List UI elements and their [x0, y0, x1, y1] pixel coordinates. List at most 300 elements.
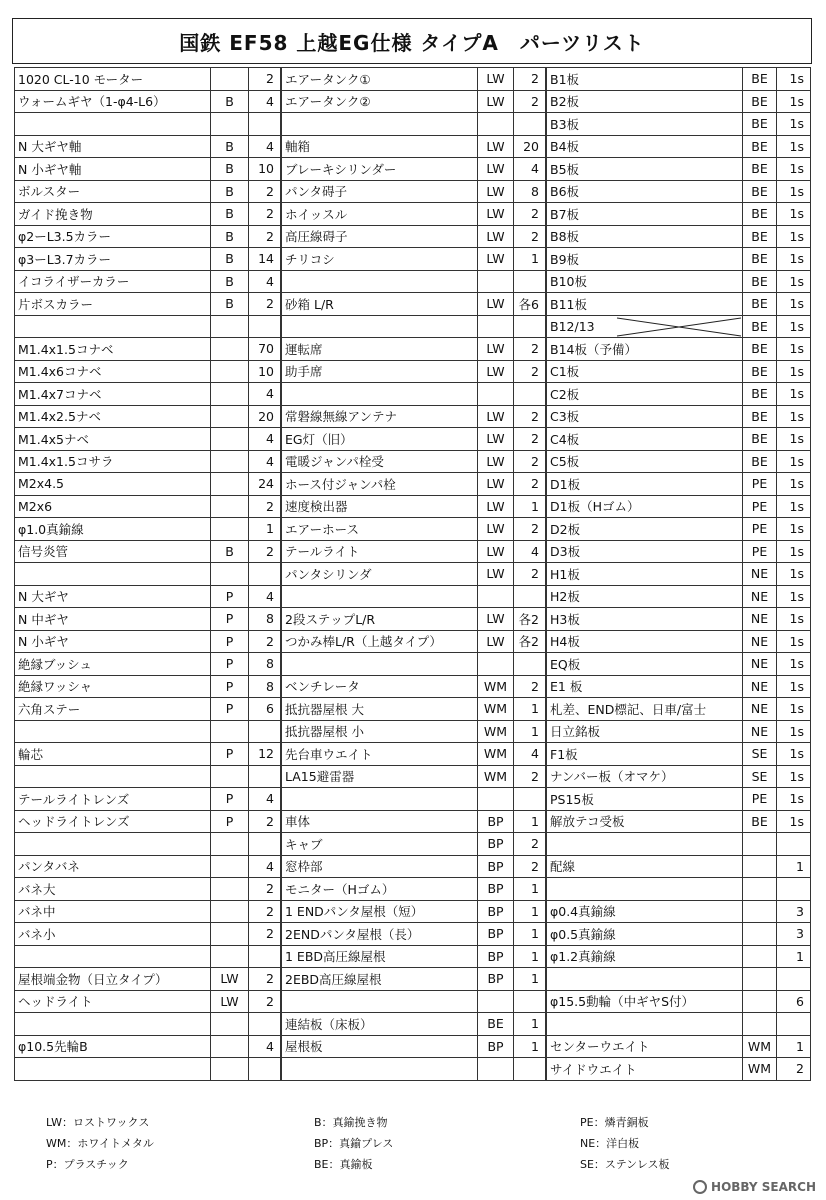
table-row	[282, 720, 546, 743]
table-row	[547, 113, 811, 136]
quantity-cell: 2	[514, 428, 546, 451]
quantity-cell	[514, 1058, 546, 1081]
material-cell: B	[211, 225, 249, 248]
material-cell: NE	[743, 698, 777, 721]
part-name-cell: N 小ギヤ軸	[15, 158, 211, 181]
table-row	[547, 923, 811, 946]
table-row	[15, 720, 281, 743]
part-name-cell: 助手席	[282, 360, 478, 383]
table-row	[282, 698, 546, 721]
material-cell	[211, 428, 249, 451]
quantity-cell: 2	[249, 68, 281, 91]
table-row	[15, 248, 281, 271]
part-name-cell: エアータンク①	[282, 68, 478, 91]
material-cell	[478, 788, 514, 811]
quantity-cell: 2	[249, 878, 281, 901]
watermark-text: HOBBY SEARCH	[711, 1180, 816, 1194]
part-name-cell	[15, 720, 211, 743]
part-name-cell: 配線	[547, 855, 743, 878]
part-name-cell: キャブ	[282, 833, 478, 856]
part-name-cell: M1.4x7コナベ	[15, 383, 211, 406]
table-row	[282, 990, 546, 1013]
table-row	[15, 135, 281, 158]
material-cell	[743, 878, 777, 901]
quantity-cell: 2	[249, 225, 281, 248]
material-cell	[743, 968, 777, 991]
part-name-cell: パンタ碍子	[282, 180, 478, 203]
quantity-cell: 2	[777, 1058, 811, 1081]
material-cell: NE	[743, 585, 777, 608]
part-name-cell	[282, 113, 478, 136]
part-name-cell: 窓枠部	[282, 855, 478, 878]
material-cell: LW	[478, 608, 514, 631]
material-cell: B	[211, 158, 249, 181]
quantity-cell: 2	[514, 563, 546, 586]
legend-item: WM：ホワイトメタル	[46, 1137, 154, 1150]
part-name-cell: 軸箱	[282, 135, 478, 158]
quantity-cell: 2	[514, 855, 546, 878]
part-name-cell: 抵抗器屋根 小	[282, 720, 478, 743]
quantity-cell	[514, 383, 546, 406]
material-cell: WM	[478, 720, 514, 743]
table-row	[282, 765, 546, 788]
table-row	[15, 923, 281, 946]
material-cell	[478, 315, 514, 338]
material-cell: BE	[478, 1013, 514, 1036]
material-cell: LW	[478, 518, 514, 541]
table-row	[282, 248, 546, 271]
table-row	[282, 135, 546, 158]
material-cell: BE	[743, 203, 777, 226]
material-cell	[478, 585, 514, 608]
table-row	[15, 203, 281, 226]
part-name-cell: テールライトレンズ	[15, 788, 211, 811]
material-cell: LW	[478, 338, 514, 361]
quantity-cell: 8	[249, 608, 281, 631]
material-cell: LW	[478, 630, 514, 653]
table-row	[15, 405, 281, 428]
part-name-cell: F1板	[547, 743, 743, 766]
material-cell: WM	[478, 743, 514, 766]
quantity-cell: 1	[514, 923, 546, 946]
quantity-cell: 1s	[777, 698, 811, 721]
part-name-cell: 常磐線無線アンテナ	[282, 405, 478, 428]
parts-tables	[14, 67, 811, 1081]
table-row	[15, 428, 281, 451]
part-name-cell: B4板	[547, 135, 743, 158]
quantity-cell: 2	[249, 990, 281, 1013]
table-row	[282, 675, 546, 698]
part-name-cell	[282, 585, 478, 608]
table-row	[547, 743, 811, 766]
page-title: 国鉄 EF58 上越EG仕様 タイプA パーツリスト	[12, 18, 812, 64]
quantity-cell: 10	[249, 360, 281, 383]
quantity-cell: 2	[249, 810, 281, 833]
part-name-cell: EQ板	[547, 653, 743, 676]
table-row	[282, 180, 546, 203]
material-cell	[211, 68, 249, 91]
part-name-cell: 電暖ジャンパ栓受	[282, 450, 478, 473]
material-cell	[478, 113, 514, 136]
part-name-cell: 2EBD高圧線屋根	[282, 968, 478, 991]
part-name-cell	[282, 383, 478, 406]
table-row	[282, 788, 546, 811]
table-row	[282, 653, 546, 676]
part-name-cell: φ0.5真鍮線	[547, 923, 743, 946]
table-row	[547, 495, 811, 518]
quantity-cell: 1	[514, 1013, 546, 1036]
quantity-cell: 2	[249, 540, 281, 563]
part-name-cell	[282, 788, 478, 811]
material-cell: LW	[478, 540, 514, 563]
material-cell: B	[211, 270, 249, 293]
part-name-cell: テールライト	[282, 540, 478, 563]
material-cell	[211, 720, 249, 743]
part-name-cell: B3板	[547, 113, 743, 136]
part-name-cell: H2板	[547, 585, 743, 608]
quantity-cell: 4	[249, 135, 281, 158]
part-name-cell: 1020 CL-10 モーター	[15, 68, 211, 91]
table-row	[547, 788, 811, 811]
quantity-cell	[777, 833, 811, 856]
legend-item: NE：洋白板	[580, 1137, 640, 1150]
legend-item: B：真鍮挽き物	[314, 1116, 388, 1129]
table-row	[15, 338, 281, 361]
table-row	[15, 810, 281, 833]
table-row	[547, 248, 811, 271]
table-row	[547, 68, 811, 91]
legend-item: P：プラスチック	[46, 1158, 129, 1171]
quantity-cell: 1s	[777, 405, 811, 428]
quantity-cell: 1	[514, 720, 546, 743]
part-name-cell: N 小ギヤ	[15, 630, 211, 653]
part-name-cell	[282, 990, 478, 1013]
part-name-cell: ヘッドライトレンズ	[15, 810, 211, 833]
material-cell: P	[211, 653, 249, 676]
part-name-cell: パンタシリンダ	[282, 563, 478, 586]
quantity-cell: 1s	[777, 518, 811, 541]
quantity-cell: 2	[514, 450, 546, 473]
quantity-cell	[514, 113, 546, 136]
legend-item: BP：真鍮プレス	[314, 1137, 394, 1150]
table-row	[15, 1013, 281, 1036]
material-cell: BE	[743, 113, 777, 136]
part-name-cell	[15, 833, 211, 856]
part-name-cell: D1板（Hゴム）	[547, 495, 743, 518]
part-name-cell: φ1.0真鍮線	[15, 518, 211, 541]
part-name-cell	[282, 270, 478, 293]
part-name-cell	[15, 1058, 211, 1081]
material-cell: PE	[743, 788, 777, 811]
material-cell	[743, 900, 777, 923]
table-row	[15, 675, 281, 698]
material-cell: BE	[743, 810, 777, 833]
material-cell: P	[211, 630, 249, 653]
quantity-cell: 1s	[777, 450, 811, 473]
table-row	[15, 158, 281, 181]
table-row	[282, 608, 546, 631]
part-name-cell: M1.4x6コナベ	[15, 360, 211, 383]
material-cell: BE	[743, 68, 777, 91]
part-name-cell: チリコシ	[282, 248, 478, 271]
material-cell: BP	[478, 878, 514, 901]
part-name-cell: B8板	[547, 225, 743, 248]
material-cell	[211, 450, 249, 473]
part-name-cell: つかみ棒L/R（上越タイプ）	[282, 630, 478, 653]
part-name-cell: 1 ENDパンタ屋根（短）	[282, 900, 478, 923]
material-cell: NE	[743, 608, 777, 631]
part-name-cell: D2板	[547, 518, 743, 541]
material-cell: LW	[478, 158, 514, 181]
table-row	[15, 833, 281, 856]
table-row	[282, 450, 546, 473]
quantity-cell: 1s	[777, 563, 811, 586]
table-row	[282, 585, 546, 608]
table-row	[547, 158, 811, 181]
table-row	[547, 630, 811, 653]
part-name-cell: H1板	[547, 563, 743, 586]
material-cell: LW	[478, 203, 514, 226]
material-cell	[211, 1035, 249, 1058]
part-name-cell: 札差、END標記、日車/富士	[547, 698, 743, 721]
material-cell	[211, 878, 249, 901]
material-cell: BE	[743, 158, 777, 181]
legend-column-3	[580, 1112, 670, 1175]
part-name-cell: B2板	[547, 90, 743, 113]
material-cell: LW	[478, 90, 514, 113]
material-cell	[743, 923, 777, 946]
material-cell: BE	[743, 225, 777, 248]
quantity-cell: 1s	[777, 293, 811, 316]
part-name-cell: φ1.2真鍮線	[547, 945, 743, 968]
material-cell	[211, 383, 249, 406]
table-row	[15, 608, 281, 631]
part-name-cell: B7板	[547, 203, 743, 226]
quantity-cell: 2	[249, 203, 281, 226]
table-row	[547, 810, 811, 833]
part-name-cell: 1 EBD高圧線屋根	[282, 945, 478, 968]
table-row	[15, 113, 281, 136]
table-row	[15, 1058, 281, 1081]
quantity-cell: 4	[514, 158, 546, 181]
table-row	[15, 68, 281, 91]
part-name-cell: M1.4x1.5コサラ	[15, 450, 211, 473]
material-cell	[211, 855, 249, 878]
table-row	[282, 923, 546, 946]
part-name-cell: ガイド挽き物	[15, 203, 211, 226]
material-cell: BE	[743, 428, 777, 451]
legend-column-1	[46, 1112, 154, 1175]
material-cell: BP	[478, 855, 514, 878]
quantity-cell: 各2	[514, 630, 546, 653]
table-row	[282, 810, 546, 833]
quantity-cell: 1s	[777, 90, 811, 113]
table-row	[15, 855, 281, 878]
part-name-cell	[547, 968, 743, 991]
quantity-cell: 1s	[777, 315, 811, 338]
quantity-cell	[249, 945, 281, 968]
material-cell: NE	[743, 720, 777, 743]
quantity-cell: 1	[514, 945, 546, 968]
quantity-cell: 2	[249, 968, 281, 991]
part-name-cell	[282, 315, 478, 338]
quantity-cell	[514, 990, 546, 1013]
parts-table-3	[546, 67, 811, 1081]
quantity-cell: 4	[249, 855, 281, 878]
part-name-cell: ボルスター	[15, 180, 211, 203]
part-name-cell: バネ中	[15, 900, 211, 923]
quantity-cell: 1s	[777, 225, 811, 248]
quantity-cell: 10	[249, 158, 281, 181]
quantity-cell: 1	[514, 698, 546, 721]
table-row	[547, 293, 811, 316]
table-row	[282, 833, 546, 856]
hobby-search-logo-icon	[693, 1180, 707, 1194]
material-cell: BP	[478, 810, 514, 833]
part-name-cell	[15, 315, 211, 338]
table-row	[282, 68, 546, 91]
part-name-cell: サイドウエイト	[547, 1058, 743, 1081]
quantity-cell: 1s	[777, 180, 811, 203]
table-row	[282, 1013, 546, 1036]
part-name-cell: バネ小	[15, 923, 211, 946]
quantity-cell: 1s	[777, 473, 811, 496]
part-name-cell: 2段ステップL/R	[282, 608, 478, 631]
material-cell: NE	[743, 563, 777, 586]
material-cell: BP	[478, 968, 514, 991]
material-cell: BE	[743, 450, 777, 473]
part-name-cell: M2x4.5	[15, 473, 211, 496]
part-name-cell: 屋根板	[282, 1035, 478, 1058]
material-cell	[211, 338, 249, 361]
part-name-cell: 信号炎管	[15, 540, 211, 563]
quantity-cell: 各2	[514, 608, 546, 631]
table-row	[15, 518, 281, 541]
part-name-cell: φ10.5先輪B	[15, 1035, 211, 1058]
table-row	[282, 743, 546, 766]
table-row	[547, 1035, 811, 1058]
part-name-cell: B6板	[547, 180, 743, 203]
table-row	[15, 765, 281, 788]
material-cell: BE	[743, 293, 777, 316]
table-row	[15, 563, 281, 586]
part-name-cell: ベンチレータ	[282, 675, 478, 698]
material-cell: BP	[478, 945, 514, 968]
quantity-cell: 4	[249, 788, 281, 811]
quantity-cell: 8	[249, 675, 281, 698]
material-cell	[211, 315, 249, 338]
quantity-cell: 2	[514, 833, 546, 856]
quantity-cell: 1s	[777, 630, 811, 653]
table-row	[547, 540, 811, 563]
part-name-cell: 日立銘板	[547, 720, 743, 743]
table-row	[282, 405, 546, 428]
part-name-cell: C5板	[547, 450, 743, 473]
quantity-cell: 1s	[777, 270, 811, 293]
quantity-cell: 4	[249, 90, 281, 113]
material-cell: BE	[743, 405, 777, 428]
part-name-cell: C1板	[547, 360, 743, 383]
material-cell: LW	[478, 135, 514, 158]
table-row	[547, 473, 811, 496]
material-cell: WM	[478, 698, 514, 721]
material-cell: NE	[743, 653, 777, 676]
material-cell	[211, 495, 249, 518]
quantity-cell: 1s	[777, 158, 811, 181]
material-cell: P	[211, 608, 249, 631]
quantity-cell: 2	[514, 360, 546, 383]
quantity-cell	[514, 315, 546, 338]
quantity-cell: 1	[514, 248, 546, 271]
part-name-cell	[547, 878, 743, 901]
part-name-cell: D1板	[547, 473, 743, 496]
table-row	[282, 360, 546, 383]
material-cell: B	[211, 248, 249, 271]
table-row	[15, 473, 281, 496]
part-name-cell: EG灯（旧）	[282, 428, 478, 451]
quantity-cell: 1s	[777, 765, 811, 788]
material-cell: LW	[478, 180, 514, 203]
table-row	[547, 450, 811, 473]
material-cell	[211, 1058, 249, 1081]
table-row	[282, 293, 546, 316]
material-cell: LW	[478, 293, 514, 316]
material-cell: BE	[743, 383, 777, 406]
quantity-cell: 70	[249, 338, 281, 361]
quantity-cell: 2	[514, 90, 546, 113]
part-name-cell: ウォームギヤ（1-φ4-L6）	[15, 90, 211, 113]
part-name-cell: B11板	[547, 293, 743, 316]
table-row	[282, 495, 546, 518]
material-cell	[478, 653, 514, 676]
part-name-cell: B9板	[547, 248, 743, 271]
material-cell: PE	[743, 518, 777, 541]
quantity-cell: 4	[249, 428, 281, 451]
part-name-cell	[282, 1058, 478, 1081]
parts-table-2	[281, 67, 546, 1081]
parts-table-1	[14, 67, 281, 1081]
material-cell: B	[211, 540, 249, 563]
table-row	[15, 450, 281, 473]
quantity-cell: 14	[249, 248, 281, 271]
material-cell: LW	[478, 248, 514, 271]
material-cell: BE	[743, 180, 777, 203]
table-row	[15, 495, 281, 518]
part-name-cell	[15, 765, 211, 788]
legend-column-2	[314, 1112, 393, 1175]
quantity-cell: 1s	[777, 653, 811, 676]
part-name-cell: 運転席	[282, 338, 478, 361]
quantity-cell: 1s	[777, 383, 811, 406]
material-cell: P	[211, 788, 249, 811]
part-name-cell: 片ボスカラー	[15, 293, 211, 316]
material-cell	[743, 990, 777, 1013]
quantity-cell	[777, 1013, 811, 1036]
quantity-cell: 3	[777, 923, 811, 946]
material-cell: B	[211, 180, 249, 203]
table-row	[547, 653, 811, 676]
quantity-cell: 1	[249, 518, 281, 541]
part-name-cell: B14板（予備）	[547, 338, 743, 361]
quantity-cell	[249, 765, 281, 788]
table-row	[15, 383, 281, 406]
quantity-cell: 2	[514, 473, 546, 496]
quantity-cell: 1	[514, 878, 546, 901]
table-row	[15, 585, 281, 608]
table-row	[15, 990, 281, 1013]
part-name-cell: C4板	[547, 428, 743, 451]
table-row	[547, 405, 811, 428]
